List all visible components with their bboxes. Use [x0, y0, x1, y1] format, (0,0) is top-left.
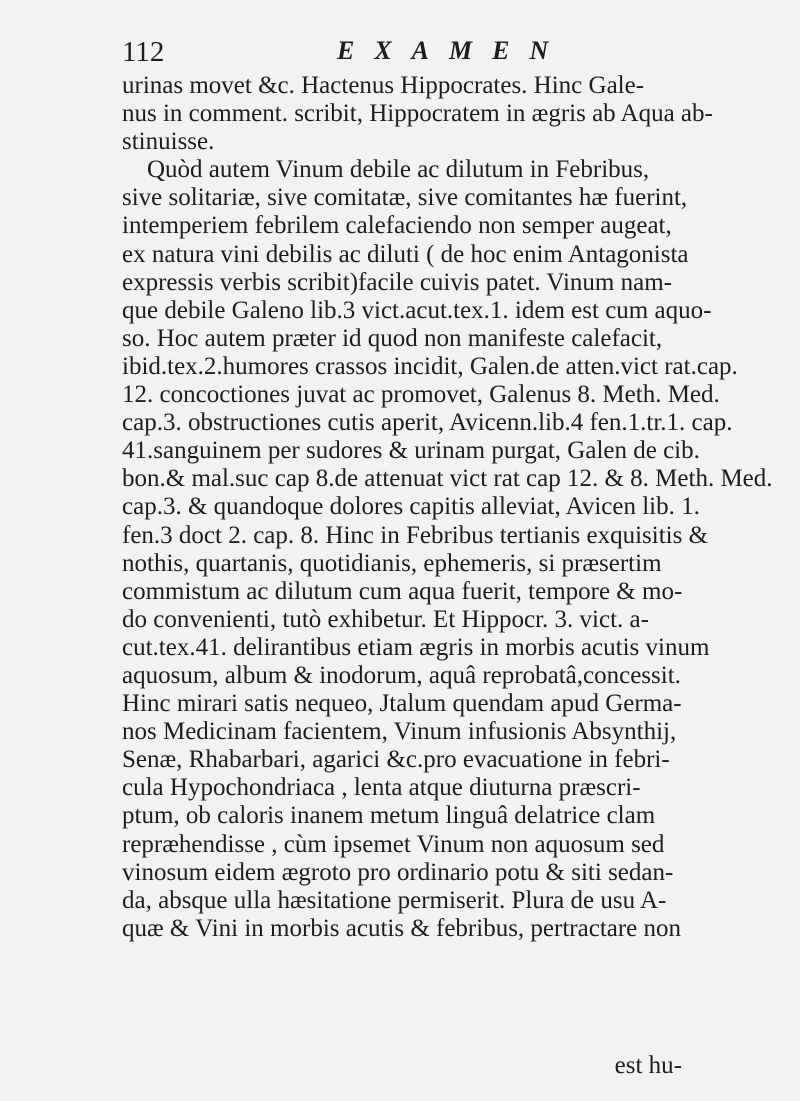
text-line: intemperiem febrilem calefaciendo non semper augeat,	[122, 212, 672, 240]
text-line: cula Hypochondriaca , lenta atque diuturna præscri-	[122, 774, 641, 802]
running-title: EXAMEN	[337, 36, 569, 65]
text-line: Hinc mirari satis nequeo, Jtalum quendam apud Germa-	[122, 690, 682, 718]
text-line: repræhendisse , cùm ipsemet Vinum non aquosum sed	[122, 830, 665, 858]
page-header	[122, 30, 642, 70]
body-text	[122, 72, 773, 943]
text-line: ibid.tex.2.humores crassos incidit, Galen.de atten.vict rat.cap.	[122, 352, 738, 380]
text-line: commistum ac dilutum cum aqua fuerit, tempore & mo-	[122, 577, 683, 605]
text-line: aquosum, album & inodorum, aquâ reprobatâ,concessit.	[122, 661, 681, 689]
text-line: 12. concoctiones juvat ac promovet, Galenus 8. Meth. Med.	[122, 381, 720, 409]
page-number: 112	[122, 36, 165, 68]
text-line: Quòd autem Vinum debile ac dilutum in Febribus,	[122, 156, 650, 184]
text-line: so. Hoc autem præter id quod non manifeste calefacit,	[122, 324, 663, 352]
text-line: bon.& mal.suc cap 8.de attenuat vict rat cap 12. & 8. Meth. Med.	[122, 465, 773, 493]
text-line: Senæ, Rhabarbari, agarici &c.pro evacuatione in febri-	[122, 746, 670, 774]
text-line: do convenienti, tutò exhibetur. Et Hippocr. 3. vict. a-	[122, 605, 649, 633]
text-line: ptum, ob caloris inanem metum linguâ delatrice clam	[122, 802, 656, 830]
text-line: 41.sanguinem per sudores & urinam purgat, Galen de cib.	[122, 437, 700, 465]
text-line: expressis verbis scribit)facile cuivis patet. Vinum nam-	[122, 268, 672, 296]
text-line: nus in comment. scribit, Hippocratem in ægris ab Aqua ab-	[122, 100, 713, 128]
text-line: ex natura vini debilis ac diluti ( de hoc enim Antagonista	[122, 240, 689, 268]
text-line: urinas movet &c. Hactenus Hippocrates. Hinc Gale-	[122, 72, 645, 99]
text-line: que debile Galeno lib.3 vict.acut.tex.1. idem est cum aquo-	[122, 296, 712, 324]
text-line: quæ & Vini in morbis acutis & febribus, pertractare non	[122, 914, 682, 942]
text-line: vinosum eidem ægroto pro ordinario potu & siti sedan-	[122, 858, 674, 886]
text-line: nos Medicinam facientem, Vinum infusionis Absynthij,	[122, 718, 677, 746]
catchword: est hu-	[614, 1052, 682, 1079]
text-line: stinuisse.	[122, 128, 215, 156]
text-line: nothis, quartanis, quotidianis, ephemeris, si præsertim	[122, 549, 662, 577]
text-line: cap.3. & quandoque dolores capitis alleviat, Avicen lib. 1.	[122, 493, 700, 521]
text-line: cap.3. obstructiones cutis aperit, Avicenn.lib.4 fen.1.tr.1. cap.	[122, 409, 733, 437]
text-line: da, absque ulla hæsitatione permiserit. Plura de usu A-	[122, 886, 667, 914]
text-line: fen.3 doct 2. cap. 8. Hinc in Febribus tertianis exquisitis &	[122, 521, 709, 549]
text-line: sive solitariæ, sive comitatæ, sive comitantes hæ fuerint,	[122, 184, 688, 212]
text-line: cut.tex.41. delirantibus etiam ægris in morbis acutis vinum	[122, 633, 710, 661]
